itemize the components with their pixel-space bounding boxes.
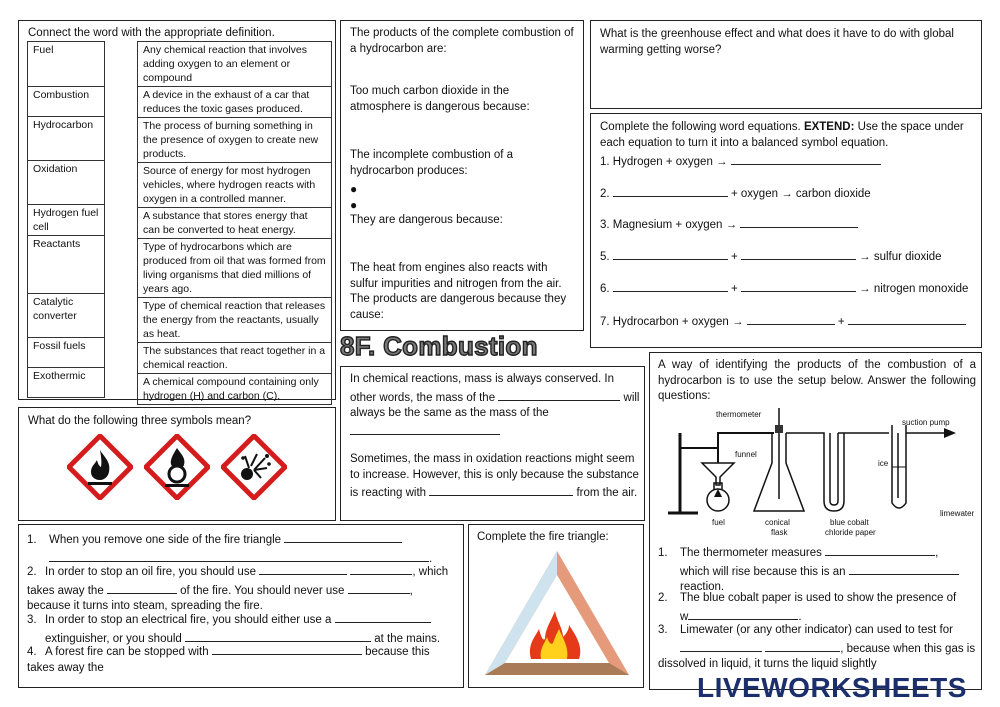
co2-danger-prompt: Too much carbon dioxide in the atmosphere is dangerous because: — [350, 85, 530, 113]
bullet-point[interactable]: ● — [350, 198, 358, 212]
greenhouse-question: What is the greenhouse effect and what does it have to do with global warming getting worse? — [600, 28, 954, 56]
word-cell[interactable]: Combustion — [28, 87, 105, 117]
answer-blank[interactable] — [185, 629, 371, 642]
label-thermometer: thermometer — [716, 410, 762, 419]
answer-blank[interactable] — [259, 562, 347, 575]
definition-cell[interactable]: Any chemical reaction that involves adding oxygen to an element or compound — [138, 42, 332, 87]
greenhouse-panel — [590, 20, 982, 109]
fire-question-3: 3. In order to stop an electrical fire, you should either use a extinguisher, or you should at the mains. — [27, 610, 457, 647]
engine-heat-prompt: The heat from engines also reacts with sulfur impurities and nitrogen from the air. The products are dangerous because they cause: — [350, 262, 567, 321]
word-cell[interactable]: Fossil fuels — [28, 338, 105, 368]
answer-blank[interactable] — [765, 639, 840, 652]
definitions-table — [137, 41, 332, 405]
label-ice: ice — [878, 459, 889, 468]
oxidising-hazard-icon — [144, 434, 210, 500]
answer-blank[interactable] — [429, 483, 573, 496]
mass-paragraph-2: Sometimes, the mass in oxidation reactions might seem to increase. However, this is only because the substance is reacting with from the air. — [350, 453, 639, 499]
answer-blank[interactable] — [848, 312, 966, 325]
equation-5: 5. + → sulfur dioxide — [600, 247, 942, 266]
incomplete-combustion-prompt: The incomplete combustion of a hydrocarbon produces: — [350, 149, 514, 177]
worksheet-title: 8F. Combustion — [340, 331, 538, 361]
label-suction-pump: suction pump — [902, 418, 950, 427]
answer-blank[interactable] — [49, 549, 429, 562]
complete-combustion-prompt: The products of the complete combustion of a hydrocarbon are: — [350, 27, 574, 55]
hazard-symbols-panel — [18, 407, 336, 521]
answer-blank[interactable] — [212, 642, 362, 655]
combustion-products-panel — [340, 20, 584, 331]
answer-blank[interactable] — [107, 581, 177, 594]
answer-blank[interactable] — [350, 562, 412, 575]
word-cell[interactable]: Catalytic converter — [28, 294, 105, 338]
matching-instruction: Connect the word with the appropriate definition. — [28, 27, 275, 39]
word-cell[interactable]: Hydrocarbon — [28, 117, 105, 161]
definition-cell[interactable]: Type of chemical reaction that releases the energy from the reactants, usually as heat. — [138, 298, 332, 343]
word-cell[interactable]: Oxidation — [28, 161, 105, 205]
definition-cell[interactable]: Source of energy for most hydrogen vehicles, where hydrogen reacts with oxygen in a controlled manner. — [138, 163, 332, 208]
label-flask: flask — [771, 528, 788, 537]
bullet-point[interactable]: ● — [350, 182, 358, 196]
answer-blank[interactable] — [731, 152, 881, 165]
equation-6: 6. + → nitrogen monoxide — [600, 279, 968, 298]
explosive-hazard-icon — [221, 434, 287, 500]
fire-question-1: 1. When you remove one side of the fire triangle . — [27, 530, 457, 567]
fire-triangle-panel — [468, 524, 644, 688]
mass-conservation-panel — [340, 366, 645, 521]
fire-triangle-label: Complete the fire triangle: — [477, 531, 609, 543]
fire-question-2: 2. In order to stop an oil fire, you should use , which takes away the of the fire. You should never use , because it turns into steam, spreading the fire. — [27, 562, 457, 615]
definition-cell[interactable]: A substance that stores energy that can be converted to heat energy. — [138, 208, 332, 239]
answer-blank[interactable] — [613, 247, 728, 260]
apparatus-question-2: 2. The blue cobalt paper is used to show the presence of w . — [658, 592, 957, 623]
answer-blank[interactable] — [740, 215, 858, 228]
apparatus-question-3: 3. Limewater (or any other indicator) can used to test for , because when this gas is dissolved in liquid, it turns the liquid slightly — [658, 624, 976, 670]
word-cell[interactable]: Fuel — [28, 42, 105, 87]
answer-blank[interactable] — [284, 530, 402, 543]
equation-3: 3. Magnesium + oxygen → — [600, 215, 858, 234]
fire-question-4: 4. A forest fire can be stopped with because this takes away the — [27, 642, 457, 692]
answer-blank[interactable] — [335, 610, 431, 623]
answer-blank[interactable] — [825, 543, 935, 556]
word-cell[interactable]: Hydrogen fuel cell — [28, 205, 105, 236]
mass-paragraph-1: In chemical reactions, mass is always conserved. In other words, the mass of the will always be the same as the mass of the — [350, 372, 640, 440]
answer-blank[interactable] — [613, 184, 728, 197]
word-equations-panel — [590, 113, 982, 348]
equation-7: 7. Hydrocarbon + oxygen → + — [600, 312, 966, 331]
label-limewater: limewater — [940, 509, 975, 518]
answer-blank[interactable] — [741, 279, 856, 292]
apparatus-question-1: 1. The thermometer measures , which will rise because this is an reaction. — [658, 543, 976, 596]
definition-cell[interactable]: A chemical compound containing only hydrogen (H) and carbon (C). — [138, 374, 332, 405]
label-funnel: funnel — [735, 450, 757, 459]
answer-blank[interactable] — [741, 247, 856, 260]
fire-questions-panel — [18, 524, 464, 688]
apparatus-panel — [649, 352, 982, 690]
label-cobalt: blue cobalt — [830, 518, 869, 527]
label-fuel: fuel — [712, 518, 725, 527]
definition-cell[interactable]: The substances that react together in a chemical reaction. — [138, 343, 332, 374]
answer-blank[interactable] — [747, 312, 835, 325]
answer-blank[interactable] — [688, 607, 798, 620]
answer-blank[interactable] — [680, 639, 762, 652]
definition-cell[interactable]: A device in the exhaust of a car that reduces the toxic gases produced. — [138, 87, 332, 118]
answer-blank[interactable] — [613, 279, 728, 292]
word-cell[interactable]: Reactants — [28, 236, 105, 294]
definition-cell[interactable]: The process of burning something in the presence of oxygen to create new products. — [138, 118, 332, 163]
label-conical: conical — [765, 518, 790, 527]
answer-blank[interactable] — [498, 388, 620, 401]
words-table — [27, 41, 105, 398]
equations-instruction: Complete the following word equations. EXTEND: Use the space under each equation to turn it into a balanced symbol equation. — [600, 121, 964, 149]
answer-blank[interactable] — [350, 422, 500, 435]
label-cobalt-paper: chloride paper — [825, 528, 876, 537]
equation-2: 2. + oxygen → carbon dioxide — [600, 184, 871, 203]
answer-blank[interactable] — [849, 562, 959, 575]
fire-triangle-diagram — [483, 549, 631, 679]
apparatus-intro: A way of identifying the products of the combustion of a hydrocarbon is to use the setup below. Answer the following questions: — [658, 359, 976, 402]
equation-1: 1. Hydrogen + oxygen → — [600, 152, 881, 171]
danger-prompt: They are dangerous because: — [350, 214, 503, 226]
word-cell[interactable]: Exothermic — [28, 368, 105, 398]
answer-blank[interactable] — [348, 581, 410, 594]
flammable-hazard-icon — [67, 434, 133, 500]
definition-cell[interactable]: Type of hydrocarbons which are produced from oil that was formed from living organisms that died millions of years ago. — [138, 239, 332, 298]
symbols-question: What do the following three symbols mean? — [28, 415, 252, 427]
liveworksheets-logo: LIVEWORKSHEETS — [697, 672, 967, 703]
